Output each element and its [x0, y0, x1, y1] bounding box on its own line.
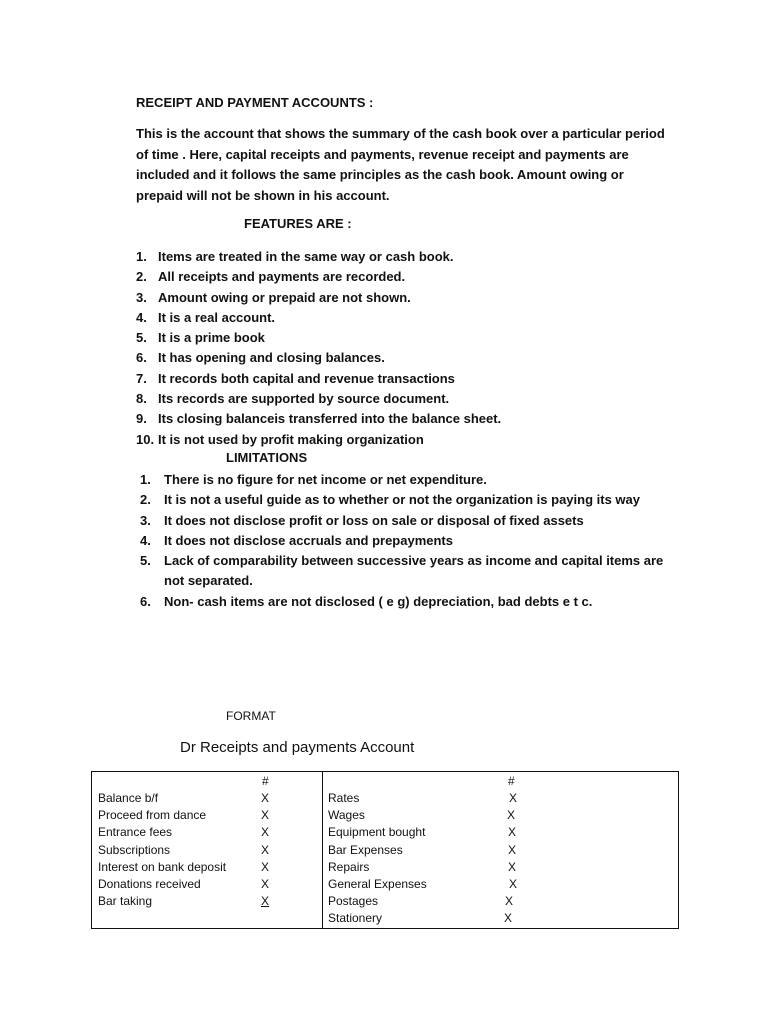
account-title: Dr Receipts and payments Account [180, 739, 415, 756]
feature-text: It is a prime book [158, 330, 265, 346]
limitation-item [140, 592, 680, 612]
feature-item [136, 288, 501, 308]
limitation-text: Lack of comparability between successive years as income and capital items are not separated. [164, 553, 664, 589]
feature-number: 5. [136, 330, 147, 346]
limitation-item [140, 490, 680, 510]
feature-number: 7. [136, 370, 147, 386]
feature-item [136, 389, 501, 409]
payment-item: Rates [328, 791, 360, 805]
payment-amount: X [505, 894, 514, 908]
payment-amount: X [504, 911, 513, 925]
receipt-item: Balance b/f [98, 791, 159, 805]
feature-item [136, 409, 501, 429]
payment-item: Wages [328, 808, 365, 822]
receipt-item: Interest on bank deposit [98, 860, 227, 874]
limitation-item [140, 511, 680, 531]
receipt-amount: X [261, 825, 270, 839]
limitation-text: There is no figure for net income or net expenditure. [164, 472, 487, 487]
limitation-number: 2. [140, 492, 151, 508]
receipt-amount: X [261, 808, 270, 822]
intro-line: included and it follows the same principles as the cash book. Amount owing or [136, 167, 624, 183]
limitations-title: LIMITATIONS [226, 450, 308, 465]
limitation-item [140, 470, 680, 490]
payment-item: Postages [328, 894, 379, 908]
feature-text: Its closing balanceis transferred into the balance sheet. [158, 411, 502, 427]
limitation-number: 3. [140, 512, 151, 528]
feature-item [136, 267, 501, 287]
limitation-text: It does not disclose profit or loss on sale or disposal of fixed assets [164, 512, 584, 528]
features-list [136, 247, 501, 450]
limitation-text: Non- cash items are not disclosed ( e g) depreciation, bad debts e t c. [164, 593, 593, 609]
feature-text: Its records are supported by source document. [158, 391, 450, 407]
feature-text: It is not used by profit making organization [158, 431, 424, 447]
receipt-item: Entrance fees [98, 825, 173, 839]
feature-item [136, 348, 501, 368]
features-title: FEATURES ARE : [244, 216, 352, 231]
feature-text: Items are treated in the same way or cash book. [158, 249, 454, 264]
format-label: FORMAT [226, 709, 276, 723]
receipt-item: Donations received [98, 877, 201, 891]
receipt-amount: X [261, 791, 270, 805]
feature-text: All receipts and payments are recorded. [158, 269, 406, 285]
feature-item [136, 430, 501, 450]
feature-item [136, 369, 501, 389]
limitation-number: 6. [140, 593, 151, 609]
receipt-amount: X [261, 843, 270, 857]
payment-item: Stationery [328, 911, 383, 925]
receipt-item: Bar taking [98, 894, 153, 908]
payment-amount: X [508, 860, 517, 874]
payment-item: General Expenses [328, 877, 427, 891]
payments-currency-header: # [508, 774, 515, 788]
feature-text: Amount owing or prepaid are not shown. [158, 289, 411, 305]
feature-number: 1. [136, 249, 147, 264]
feature-text: It records both capital and revenue transactions [158, 370, 455, 386]
ledger-divider [322, 772, 323, 928]
payment-amount: X [507, 808, 516, 822]
payment-amount: X [508, 825, 517, 839]
limitation-text: It does not disclose accruals and prepayments [164, 532, 453, 548]
feature-item [136, 328, 501, 348]
receipts-currency-header: # [262, 774, 269, 788]
payment-item: Equipment bought [328, 825, 426, 839]
payment-item: Bar Expenses [328, 843, 403, 857]
intro-paragraph [136, 124, 676, 207]
payment-amount: X [508, 843, 517, 857]
receipt-amount: X [261, 894, 270, 908]
limitation-number: 5. [140, 553, 151, 569]
limitation-number: 1. [140, 472, 151, 487]
limitation-item [140, 531, 680, 551]
feature-number: 2. [136, 269, 147, 285]
receipt-item: Subscriptions [98, 843, 171, 857]
page-heading: RECEIPT AND PAYMENT ACCOUNTS : [136, 95, 374, 110]
feature-item [136, 247, 501, 267]
receipt-amount: X [261, 860, 270, 874]
intro-line: of time . Here, capital receipts and payments, revenue receipt and payments are [136, 146, 629, 162]
feature-number: 10. [136, 431, 155, 447]
receipt-amount: X [261, 877, 270, 891]
intro-line: This is the account that shows the summary of the cash book over a particular period [136, 126, 665, 141]
limitation-number: 4. [140, 532, 151, 548]
intro-line: prepaid will not be shown in his account. [136, 188, 390, 204]
receipt-item: Proceed from dance [98, 808, 207, 822]
feature-number: 4. [136, 309, 147, 325]
feature-number: 9. [136, 411, 147, 427]
limitation-text: It is not a useful guide as to whether or not the organization is paying its way [164, 492, 640, 508]
payment-item: Repairs [328, 860, 370, 874]
payment-amount: X [509, 791, 518, 805]
feature-number: 6. [136, 350, 147, 366]
feature-number: 8. [136, 391, 147, 407]
feature-text: It is a real account. [158, 309, 276, 325]
feature-text: It has opening and closing balances. [158, 350, 385, 366]
limitation-item [140, 551, 680, 592]
limitations-list [140, 470, 680, 612]
feature-item [136, 308, 501, 328]
payment-amount: X [509, 877, 518, 891]
feature-number: 3. [136, 289, 147, 305]
ledger-table [91, 771, 679, 929]
